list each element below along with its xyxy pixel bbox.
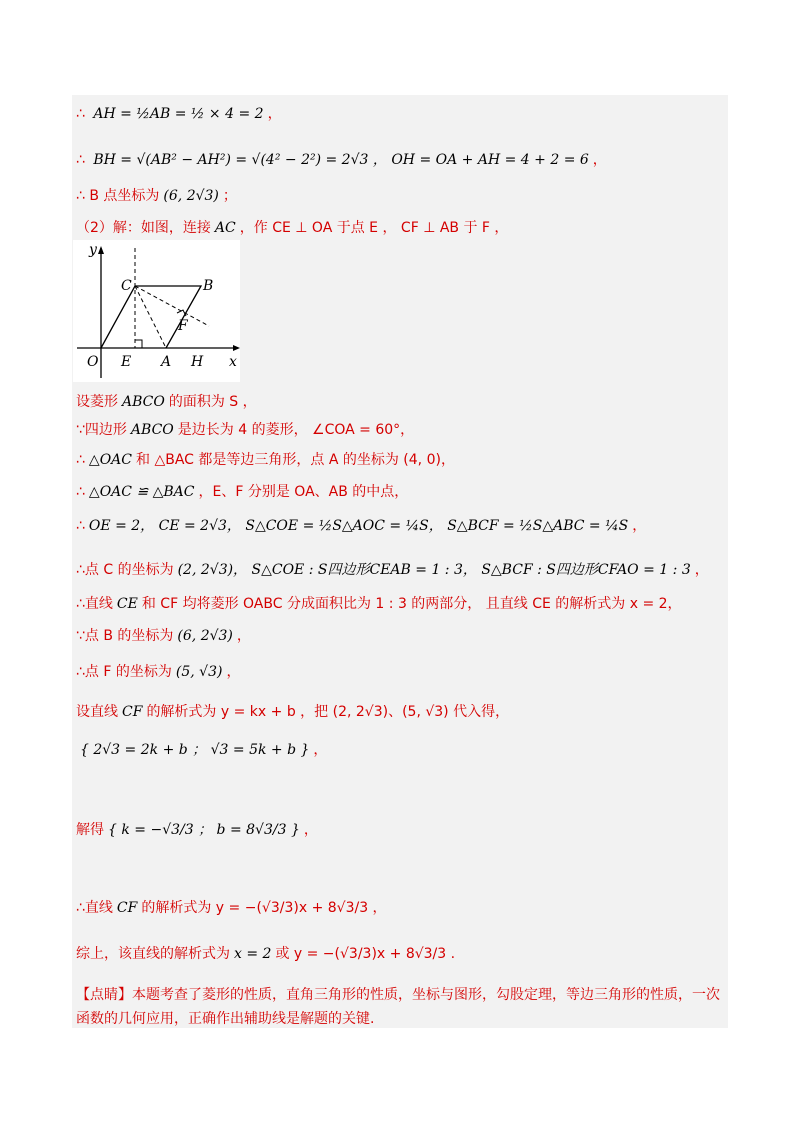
solution-line: [76, 560, 709, 580]
solution-line: [76, 594, 682, 614]
solution-line: [76, 662, 240, 682]
solution-line: [76, 944, 455, 964]
line-label: （2）解：如图，连接: [76, 220, 211, 236]
line-tail: 或 y = −(√3/3)x + 8√3/3 .: [275, 946, 456, 962]
line-math: CE: [116, 596, 138, 612]
solution-line: [76, 218, 508, 238]
line-math: OE = 2， CE = 2√3， S△COE = ½S△AOC = ¼S， S△BCF = ½S△ABC = ¼S: [88, 518, 629, 534]
line-tail: ，E、F 分别是 OA、AB 的中点，: [198, 484, 409, 500]
label-a: A: [161, 354, 172, 370]
line-label: ∴直线: [76, 900, 113, 916]
line-tail: ，: [694, 562, 709, 578]
line-math: (6, 2√3): [177, 628, 233, 644]
x-axis-arrow: [233, 345, 240, 351]
right-angle-e: [135, 340, 142, 348]
label-c: C: [121, 278, 132, 294]
rhombus-figure: [73, 240, 240, 382]
line-label: ∵四边形: [76, 422, 127, 438]
solution-line: [76, 702, 509, 722]
label-y: y: [89, 242, 97, 258]
line-tail: 的解析式为 y = −(√3/3)x + 8√3/3 ，: [141, 900, 387, 916]
line-tail: ，: [592, 152, 607, 168]
line-label: 设菱形: [76, 394, 118, 410]
solution-line: [76, 1009, 382, 1029]
solution-line: [76, 450, 455, 470]
line-tail: ，: [313, 742, 328, 758]
line-label: ∴直线: [76, 596, 113, 612]
solution-line: [76, 150, 607, 170]
line-label: ∴: [76, 518, 85, 534]
line-label: 函数的几何应用，正确作出辅助线是解题的关键.: [76, 1011, 375, 1027]
label-x: x: [229, 354, 237, 370]
line-math: { k = −√3/3 ； b = 8√3/3 }: [108, 822, 300, 838]
line-tail: ，: [267, 106, 282, 122]
label-f: F: [178, 318, 188, 334]
line-label: ∴: [76, 106, 90, 122]
solution-line: [76, 420, 414, 440]
solution-line: [76, 740, 327, 760]
line-math: x = 2: [234, 946, 272, 962]
line-math: { 2√3 = 2k + b ； √3 = 5k + b }: [80, 742, 310, 758]
line-math: CF: [122, 704, 143, 720]
solution-line: [76, 820, 318, 840]
line-tail: 的解析式为 y = kx + b ，把 (2, 2√3)、(5, √3) 代入得，: [146, 704, 510, 720]
line-tail: 是边长为 4 的菱形， ∠COA = 60°，: [177, 422, 415, 438]
line-math: CF: [116, 900, 138, 916]
rhombus-diagram: [73, 240, 240, 382]
line-tail: 和 △BAC 都是等边三角形，点 A 的坐标为 (4, 0)，: [136, 452, 455, 468]
line-label: 综上，该直线的解析式为: [76, 946, 230, 962]
label-e: E: [121, 354, 132, 370]
line-math: △OAC ≌ △BAC: [88, 484, 195, 500]
line-tail: ，: [632, 518, 647, 534]
solution-line: [76, 516, 646, 536]
line-math: ABCO: [122, 394, 165, 410]
line-math: (2, 2√3)， S△COE : S四边形CEAB = 1 : 3， S△BCF : S四边形CFAO = 1 : 3: [177, 562, 691, 578]
line-tail: ；: [222, 188, 237, 204]
line-tail: ，: [303, 822, 318, 838]
rhombus-outline: [101, 286, 201, 348]
line-label: ∴点 F 的坐标为: [76, 664, 172, 680]
line-math: AC: [214, 220, 236, 236]
solution-line: [76, 104, 282, 124]
line-label: 【点睛】本题考查了菱形的性质，直角三角形的性质，坐标与图形，勾股定理，等边三角形的性质，一次: [76, 987, 720, 1003]
solution-line: [76, 626, 251, 646]
line-tail: ，: [226, 664, 241, 680]
line-tail: ，作 CE ⊥ OA 于点 E ， CF ⊥ AB 于 F ，: [239, 220, 509, 236]
line-math: ABCO: [130, 422, 174, 438]
solution-line: [76, 985, 728, 1005]
line-math: BH = √(AB² − AH²) = √(4² − 2²) = 2√3 ， OH = OA + AH = 4 + 2 = 6: [93, 152, 589, 168]
y-axis-arrow: [98, 246, 104, 254]
line-math: △OAC: [88, 452, 132, 468]
solution-line: [76, 392, 257, 412]
solution-line: [76, 482, 408, 502]
line-label: ∴: [76, 452, 85, 468]
line-tail: ，: [236, 628, 251, 644]
line-math: (6, 2√3): [163, 188, 219, 204]
line-math: AH = ½AB = ½ × 4 = 2: [93, 106, 264, 122]
label-h: H: [191, 354, 204, 370]
line-label: ∴: [76, 484, 85, 500]
line-label: ∴: [76, 152, 90, 168]
line-label: ∵点 B 的坐标为: [76, 628, 174, 644]
line-label: ∴ B 点坐标为: [76, 188, 160, 204]
solution-line: [76, 186, 237, 206]
solution-line: [76, 898, 387, 918]
label-o: O: [87, 354, 99, 370]
line-label: 解得: [76, 822, 104, 838]
line-tail: 和 CF 均将菱形 OABC 分成面积比为 1 : 3 的两部分， 且直线 CE 的解析式为 x = 2，: [141, 596, 682, 612]
line-tail: 的面积为 S ，: [168, 394, 257, 410]
line-math: (5, √3): [175, 664, 223, 680]
label-b: B: [203, 278, 214, 294]
line-ca: [135, 286, 166, 348]
line-label: ∴点 C 的坐标为: [76, 562, 174, 578]
line-label: 设直线: [76, 704, 118, 720]
